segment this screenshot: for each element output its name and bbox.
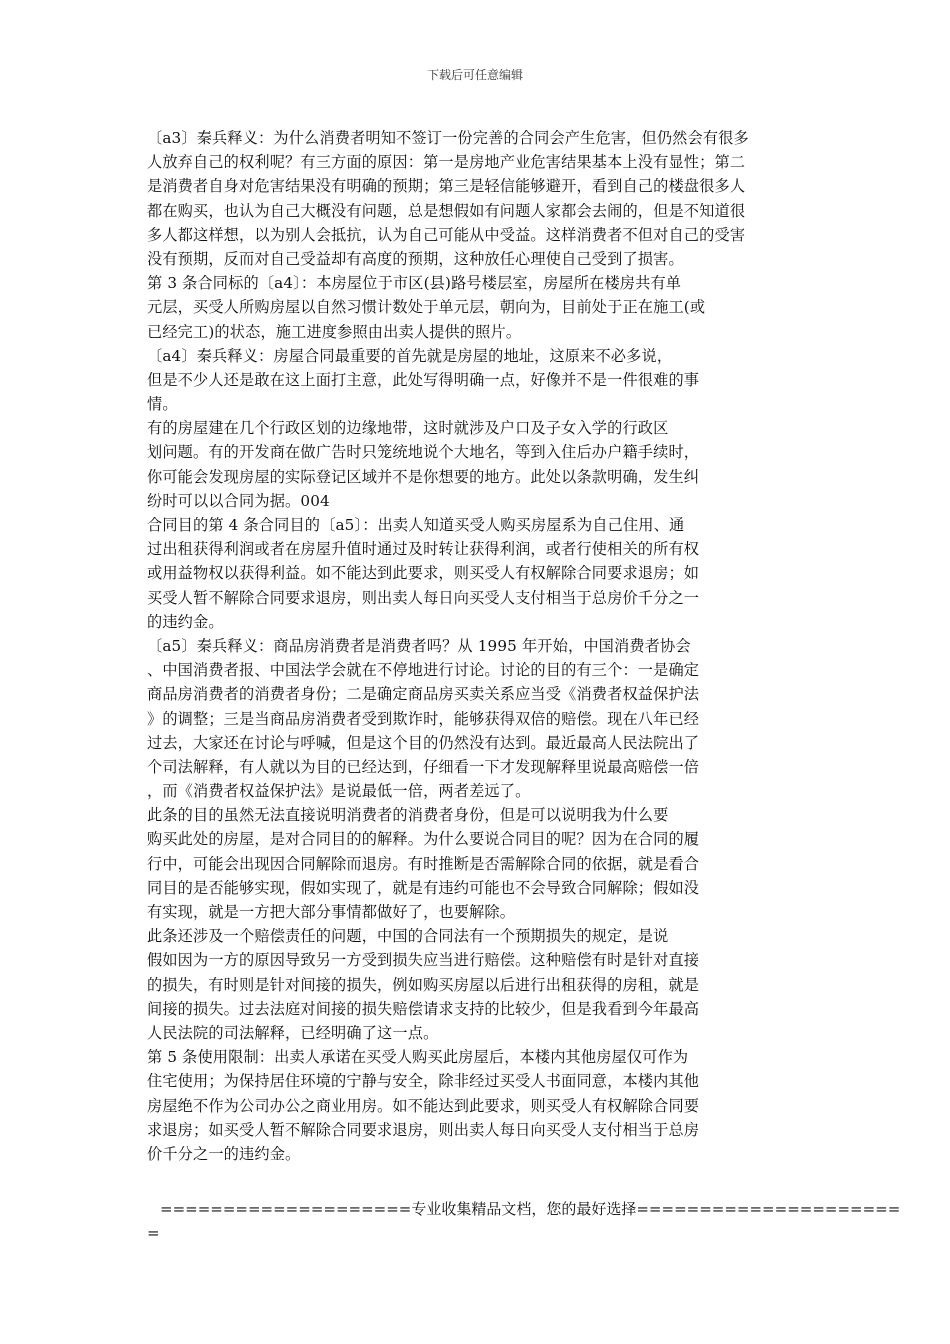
text-line: 第 5 条使用限制：出卖人承诺在买受人购买此房屋后，本楼内其他房屋仅可作为 bbox=[147, 1048, 689, 1067]
text-line: 都在购买，也认为自己大概没有问题，总是想假如有问题人家都会去闹的，但是不知道很 bbox=[147, 201, 746, 220]
text-line: 已经完工)的状态，施工进度参照由出卖人提供的照片。 bbox=[147, 322, 522, 341]
text-line: 〔a3〕秦兵释义：为什么消费者明知不签订一份完善的合同会产生危害，但仍然会有很多 bbox=[147, 129, 749, 147]
text-line: 商品房消费者的消费者身份；二是确定商品房买卖关系应当受《消费者权益保护法 bbox=[147, 685, 700, 704]
text-line: 个司法解释，有人就以为目的已经达到，仔细看一下才发现解释里说最高赔偿一倍 bbox=[147, 757, 700, 776]
text-line: 的损失，有时则是针对间接的损失，例如购买房屋以后进行出租获得的房租，就是 bbox=[147, 975, 700, 994]
document-body bbox=[147, 126, 817, 1166]
text-line: 人放弃自己的权利呢？有三方面的原因：第一是房地产业危害结果基本上没有显性；第二 bbox=[147, 153, 746, 172]
text-line: 情。 bbox=[147, 395, 178, 414]
text-line: 假如因为一方的原因导致另一方受到损失应当进行赔偿。这种赔偿有时是针对直接 bbox=[147, 951, 700, 970]
text-line: 有的房屋建在几个行政区划的边缘地带，这时就涉及户口及子女入学的行政区 bbox=[147, 419, 669, 438]
text-line: 此条的目的虽然无法直接说明消费者的消费者身份，但是可以说明我为什么要 bbox=[147, 806, 669, 825]
text-line: 是消费者自身对危害结果没有明确的预期；第三是轻信能够避开，看到自己的楼盘很多人 bbox=[147, 177, 746, 196]
text-line: 房屋绝不作为公司办公之商业用房。如不能达到此要求，则买受人有权解除合同要 bbox=[147, 1096, 700, 1115]
text-line: 但是不少人还是敢在这上面打主意，此处写得明确一点，好像并不是一件很难的事 bbox=[147, 370, 700, 389]
text-line: 的违约金。 bbox=[147, 612, 224, 631]
text-line: 〔a5〕秦兵释义：商品房消费者是消费者吗？从 1995 年开始，中国消费者协会 bbox=[147, 636, 691, 655]
text-line: 元层，买受人所购房屋以自然习惯计数处于单元层，朝向为，目前处于正在施工(或 bbox=[147, 298, 706, 317]
text-line: 间接的损失。过去法庭对间接的损失赔偿请求支持的比较少，但是我看到今年最高 bbox=[147, 999, 700, 1018]
text-line: 同目的是否能够实现，假如实现了，就是有违约可能也不会导致合同解除；假如没 bbox=[147, 878, 700, 897]
text-line: 求退房；如买受人暂不解除合同要求退房，则出卖人每日向买受人支付相当于总房 bbox=[147, 1120, 700, 1139]
text-line: 住宅使用；为保持居住环境的宁静与安全，除非经过买受人书面同意，本楼内其他 bbox=[147, 1072, 700, 1091]
text-line: 多人都这样想，以为别人会抵抗，认为自己可能从中受益。这样消费者不但对自己的受害 bbox=[147, 225, 746, 244]
text-line: 没有预期，反而对自己受益却有高度的预期，这种放任心理使自己受到了损害。 bbox=[147, 249, 684, 268]
text-line: ，而《消费者权益保护法》是说最低一倍，两者差远了。 bbox=[147, 782, 531, 801]
page-footer bbox=[147, 1197, 901, 1245]
text-line: 你可能会发现房屋的实际登记区域并不是你想要的地方。此处以条款明确，发生纠 bbox=[147, 467, 700, 486]
text-line: 或用益物权以获得利益。如不能达到此要求，则买受人有权解除合同要求退房；如 bbox=[147, 564, 700, 583]
text-line: 购买此处的房屋，是对合同目的的解释。为什么要说合同目的呢？因为在合同的履 bbox=[147, 830, 700, 849]
text-line: 人民法院的司法解释，已经明确了这一点。 bbox=[147, 1023, 439, 1042]
text-line: 此条还涉及一个赔偿责任的问题，中国的合同法有一个预期损失的规定，是说 bbox=[147, 927, 669, 946]
text-line: 、中国消费者报、中国法学会就在不停地进行讨论。讨论的目的有三个：一是确定 bbox=[147, 661, 700, 680]
footer-line-2: = bbox=[147, 1224, 160, 1242]
text-line: 纷时可以以合同为据。004 bbox=[147, 491, 330, 510]
text-line: 合同目的第 4 条合同目的〔a5〕：出卖人知道买受人购买房屋系为自己住用、通 bbox=[147, 516, 685, 534]
text-line: 第 3 条合同标的〔a4〕：本房屋位于市区(县)路号楼层室，房屋所在楼房共有单 bbox=[147, 274, 682, 293]
footer-line-1: ====================专业收集精品文档，您的最好选择===================== bbox=[160, 1200, 901, 1218]
text-line: 有实现，就是一方把大部分事情都做好了，也要解除。 bbox=[147, 903, 516, 921]
text-line: 价千分之一的违约金。 bbox=[147, 1144, 301, 1163]
text-line: 〔a4〕秦兵释义：房屋合同最重要的首先就是房屋的地址，这原来不必多说， bbox=[147, 346, 673, 365]
text-line: 过出租获得利润或者在房屋升值时通过及时转让获得利润，或者行使相关的所有权 bbox=[147, 540, 700, 559]
text-line: 行中，可能会出现因合同解除而退房。有时推断是否需解除合同的依据，就是看合 bbox=[147, 854, 700, 873]
text-line: 》的调整；三是当商品房消费者受到欺诈时，能够获得双倍的赔偿。现在八年已经 bbox=[147, 709, 700, 728]
page-header: 下载后可任意编辑 bbox=[426, 68, 523, 82]
text-line: 划问题。有的开发商在做广告时只笼统地说个大地名，等到入住后办户籍手续时， bbox=[147, 443, 700, 462]
text-line: 过去，大家还在讨论与呼喊，但是这个目的仍然没有达到。最近最高人民法院出了 bbox=[147, 733, 700, 752]
text-line: 买受人暂不解除合同要求退房，则出卖人每日向买受人支付相当于总房价千分之一 bbox=[147, 588, 700, 607]
